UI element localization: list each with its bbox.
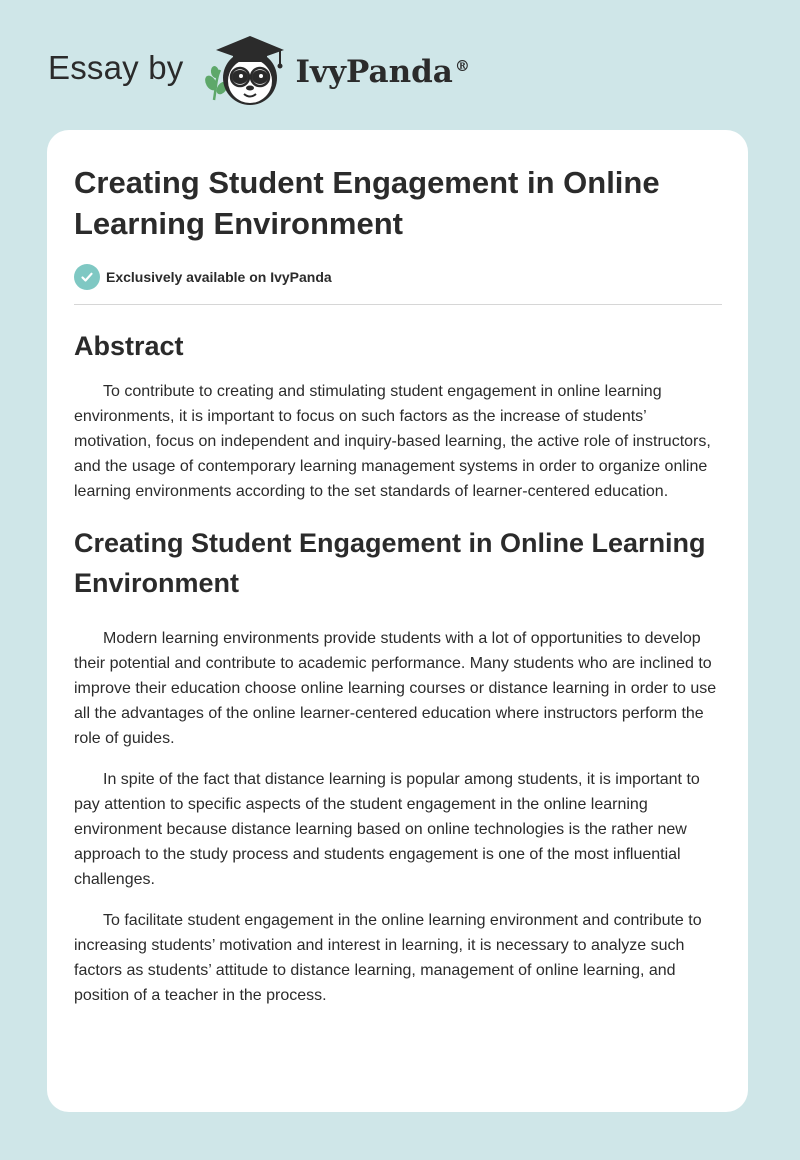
check-circle-icon <box>74 264 100 290</box>
abstract-paragraph: To contribute to creating and stimulating student engagement in online learning environments, it is important to focus on such factors as the increase of students’ motivation, focus on independent and inquiry-based learning, the active role of instructors, and the usage of contemporary learning management systems in order to organize online learning environments according to the set standards of learner-centered education. <box>74 383 711 500</box>
exclusive-badge <box>74 264 722 290</box>
section-heading: Creating Student Engagement in Online Learning Environment <box>74 528 706 598</box>
body-paragraph: To facilitate student engagement in the online learning environment and contribute to increasing students’ motivation and interest in learning, it is necessary to analyze such factors as students’ attitude to distance learning, management of online learning, and position of a teacher in the process. <box>74 912 702 1004</box>
exclusive-text: Exclusively available on IvyPanda <box>106 269 332 285</box>
brand-name[interactable]: IvyPanda ® <box>295 54 470 90</box>
essay-by-label: Essay by <box>48 49 184 86</box>
site-header <box>48 30 470 110</box>
essay-title: Creating Student Engagement in Online Learning Environment <box>74 165 660 241</box>
divider <box>74 304 722 305</box>
abstract-heading: Abstract <box>74 331 184 361</box>
body-paragraph: Modern learning environments provide students with a lot of opportunities to develop their potential and contribute to academic performance. Many students who are inclined to improve their education choose online learning courses or distance learning in order to use all the advantages of the online learner-centered education where instructors perform the role of guides. <box>74 630 717 747</box>
registered-mark: ® <box>454 56 470 75</box>
essay-card <box>47 130 748 1112</box>
body-paragraph: In spite of the fact that distance learning is popular among students, it is important to pay attention to specific aspects of the student engagement in the online learning environment because distance learning based on online technologies is the rather new approach to the study process and students engagement is one of the most influential challenges. <box>74 771 700 888</box>
panda-graduate-logo-icon[interactable] <box>200 30 292 110</box>
